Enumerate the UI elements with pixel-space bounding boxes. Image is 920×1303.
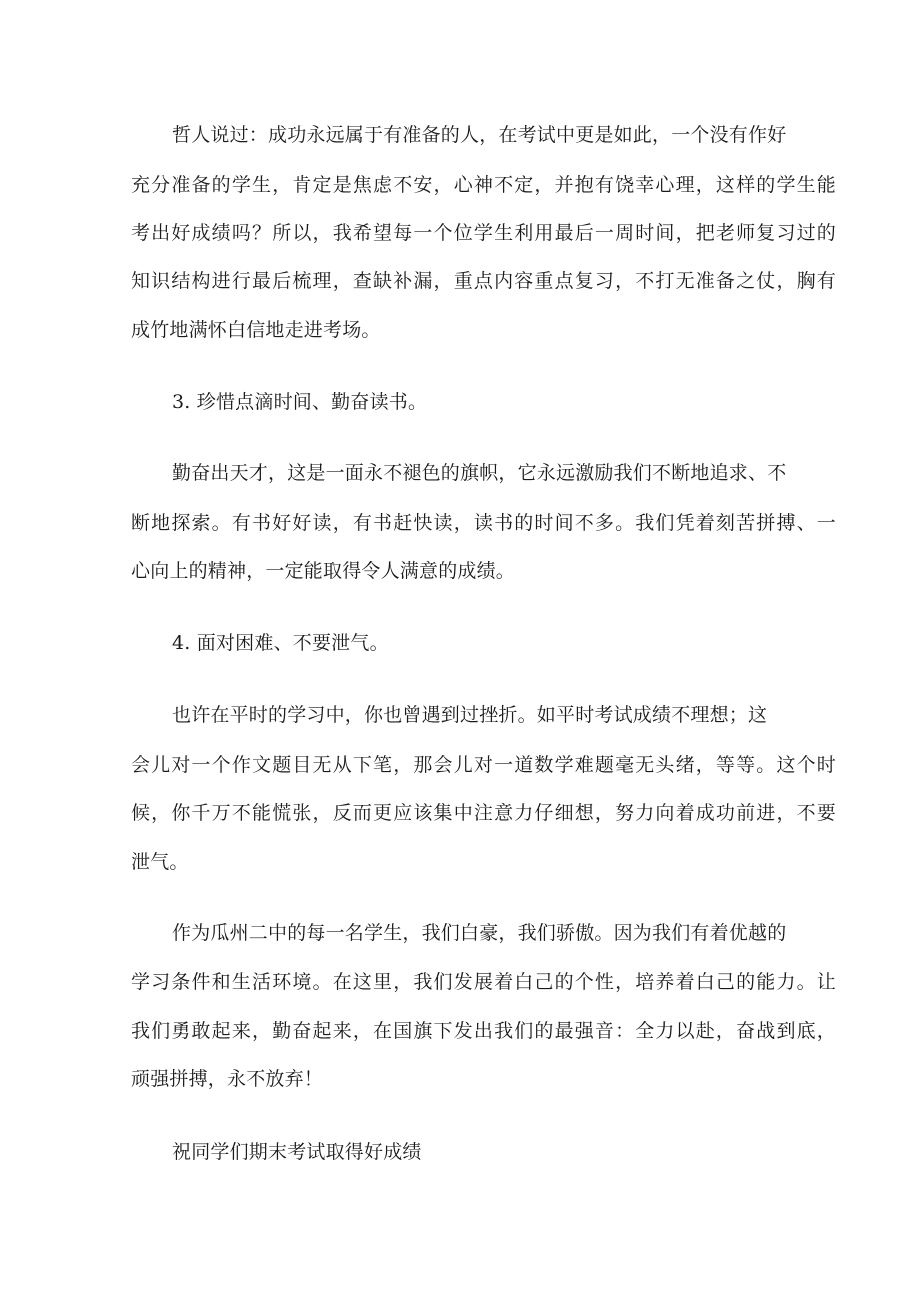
text-line: 哲人说过：成功永远属于有准备的人，在考试中更是如此，一个没有作好 bbox=[172, 124, 787, 146]
text-line: 作为瓜州二中的每一名学生，我们白豪，我们骄傲。因为我们有着优越的 bbox=[172, 922, 787, 944]
text-line: 心向上的精神，一定能取得令人满意的成绩。 bbox=[131, 560, 516, 582]
text-line: 知识结构进行最后梳理，查缺补漏，重点内容重点复习，不打无准备之仗，胸有 bbox=[131, 270, 836, 292]
text-line: 我们勇敢起来，勤奋起来，在国旗下发出我们的最强音：全力以赴，奋战到底， bbox=[131, 1020, 836, 1042]
text-line: 充分准备的学生，肯定是焦虑不安，心神不定，并抱有饶幸心理，这样的学生能 bbox=[131, 174, 836, 196]
section-heading-4: 4. 面对困难、不要泄气。 bbox=[172, 632, 389, 654]
text-line: 候，你千万不能慌张，反而更应该集中注意力仔细想，努力向着成功前进，不要 bbox=[131, 802, 836, 824]
text-line: 成竹地满怀白信地走进考场。 bbox=[131, 319, 381, 341]
text-line: 学习条件和生活环境。在这里，我们发展着白己的个性，培养着白己的能力。让 bbox=[131, 971, 836, 993]
text-line: 会儿对一个作文题目无从下笔，那会儿对一道数学难题毫无头绪，等等。这个时 bbox=[131, 754, 836, 776]
closing-wish: 祝同学们期末考试取得好成绩 bbox=[172, 1141, 422, 1163]
text-line: 勤奋出天才，这是一面永不褪色的旗帜，它永远激励我们不断地追求、不 bbox=[172, 462, 787, 484]
section-heading-3: 3. 珍惜点滴时间、勤奋读书。 bbox=[172, 391, 428, 413]
text-line: 考出好成绩吗？所以，我希望每一个位学生利用最后一周时间，把老师复习过的 bbox=[131, 222, 836, 244]
text-line: 也许在平时的学习中，你也曾遇到过挫折。如平时考试成绩不理想；这 bbox=[172, 704, 768, 726]
text-line: 断地探索。有书好好读，有书赶快读，读书的时间不多。我们凭着刻苦拼搏、一 bbox=[131, 512, 836, 534]
text-line: 顽强拼搏，永不放弃！ bbox=[131, 1068, 324, 1090]
text-line: 泄气。 bbox=[131, 851, 189, 873]
